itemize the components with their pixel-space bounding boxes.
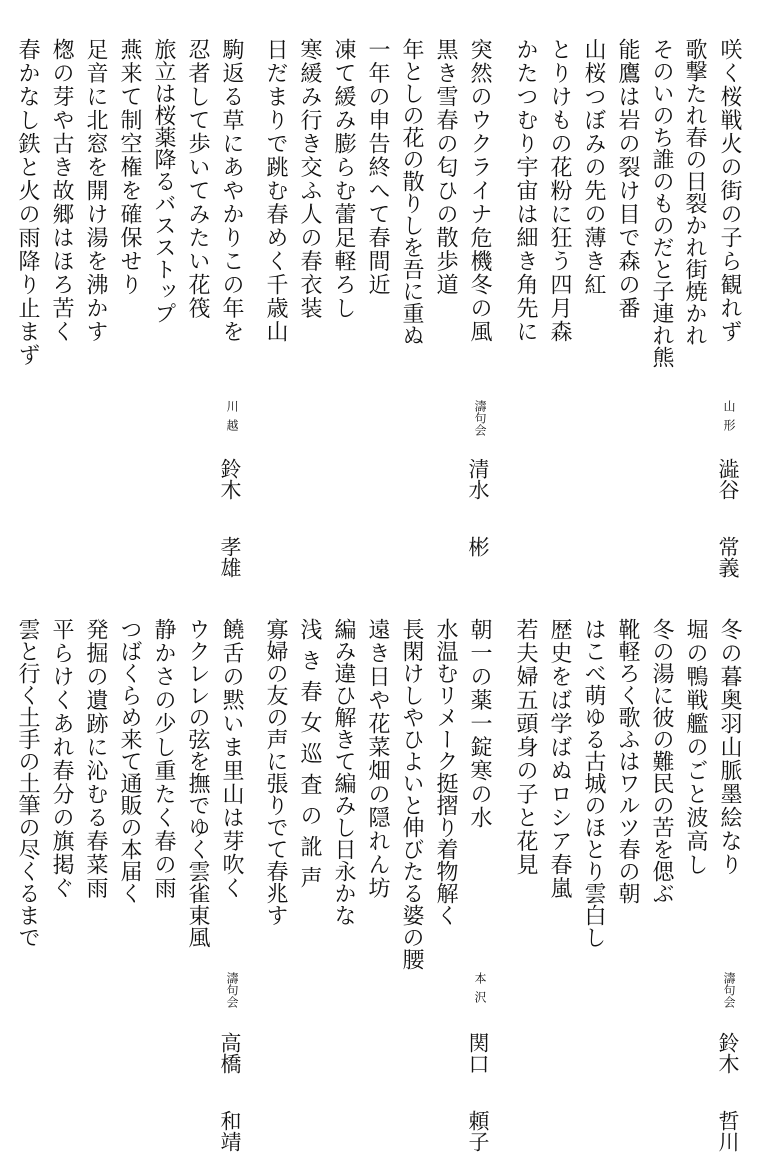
poem-line: 楤の芽や古き故郷はほろ苦く	[49, 38, 74, 344]
poem-line: 歌撃たれ春の日裂かれ街焼かれ	[682, 38, 707, 346]
poem-line: 靴軽ろく歌ふはワルツ春の朝	[615, 618, 640, 904]
poem-line: 雲と行く土手の土筆の尽くるまで	[15, 618, 40, 948]
poem-line: 冬の暮奥羽山脈墨絵なり	[717, 618, 742, 877]
author-name	[717, 1032, 738, 1152]
poem-line: 咲く桜戦火の街の子ら観れず	[717, 38, 742, 344]
poem-line: 日だまりで跳む春めく千歳山	[263, 38, 288, 344]
author-name	[219, 458, 240, 578]
poem-line: 春かなし鉄と火の雨降り止まず	[15, 38, 40, 367]
poem-line: 足音に北窓を開け湯を沸かす	[83, 38, 108, 344]
poem-line: 水温むリメーク挺摺り着物解く	[433, 618, 458, 926]
poem-line: とりけもの花粉に狂う四月森	[547, 38, 572, 344]
poem-line: 黒き雪春の匂ひの散歩道	[433, 38, 458, 297]
author-name	[219, 1032, 240, 1152]
top-section	[0, 0, 771, 580]
poem-line: 静かさの少し重たく春の雨	[151, 618, 176, 900]
poem-line: 発掘の遺跡に沁むる春菜雨	[83, 618, 108, 900]
poem-line: 忍者して歩いてみたい花筏	[185, 38, 210, 320]
poem-line: 浅き春女巡査の訛声	[297, 618, 322, 897]
poem-line: 山桜つぼみの先の薄き紅	[581, 38, 606, 297]
author-name	[717, 458, 738, 578]
author-family-name: 高橋	[218, 1032, 242, 1074]
author-given-name: 彬	[466, 536, 490, 557]
author-affiliation: 濤句会	[473, 400, 487, 436]
poem-line: 遠き日や花菜畑の隠れん坊	[365, 618, 390, 900]
poem-line: 若夫婦五頭身の子と花見	[513, 618, 538, 877]
bottom-section	[0, 580, 771, 1163]
poem-line: 年としの花の散りしを吾に重ぬ	[399, 38, 424, 346]
poem-line: 平らけくあれ春分の旗掲ぐ	[49, 618, 74, 900]
author-affiliation: 濤句会	[722, 972, 736, 1008]
poem-line: ウクレレの弦を撫でゆく雲雀東風	[185, 618, 210, 948]
author-given-name: 孝雄	[218, 536, 242, 578]
poem-line: 堀の鴨戦艦のごと波高し	[683, 618, 708, 877]
poem-line: つばくらめ来て通販の本届く	[117, 618, 142, 904]
poem-line: 能鷹は岩の裂け目で森の番	[615, 38, 640, 320]
author-name	[467, 458, 488, 557]
poem-line: 編み違ひ解きて編みし日永かな	[331, 618, 356, 926]
poem-line: はこべ萌ゆる古城のほとり雲白し	[581, 618, 606, 948]
poem-line: 朝一の薬一錠寒の水	[467, 618, 492, 830]
author-affiliation: 濤句会	[225, 972, 239, 1008]
author-family-name: 鈴木	[218, 458, 242, 500]
poem-line: 寡婦の友の声に張りでて春兆す	[263, 618, 288, 926]
poem-line: かたつむり宇宙は細き角先に	[513, 38, 538, 344]
author-given-name: 頼子	[466, 1110, 490, 1152]
author-affiliation: 川越	[225, 400, 239, 438]
poem-line: 駒返る草にあやかりこの年を	[219, 38, 244, 344]
author-given-name: 和靖	[218, 1110, 242, 1152]
poem-line: 饒舌の黙いま里山は芽吹く	[219, 618, 244, 900]
author-name	[467, 1032, 488, 1152]
poem-line: 一年の申告終へて春間近	[365, 38, 390, 297]
author-family-name: 鈴木	[716, 1032, 740, 1074]
poem-line: 冬の湯に彼の難民の苦を偲ぶ	[649, 618, 674, 904]
poem-line: 旅立は桜薬降るバスストップ	[151, 38, 176, 324]
author-family-name: 関口	[466, 1032, 490, 1074]
author-family-name: 澁谷	[716, 458, 740, 500]
author-given-name: 哲川	[716, 1110, 740, 1152]
author-affiliation: 本沢	[473, 972, 487, 1010]
poem-line: 歴史をば学ばぬロシア春嵐	[547, 618, 572, 900]
poem-line: 凍て緩み膨らむ蕾足軽ろし	[331, 38, 356, 320]
poem-line: そのいのち誰のものだと子連れ熊	[649, 38, 674, 368]
poem-line: 突然のウクライナ危機冬の風	[467, 38, 492, 344]
poem-line: 長閑けしやひよいと伸びたる婆の腰	[399, 618, 424, 970]
author-family-name: 清水	[466, 458, 490, 500]
poem-line: 寒緩み行き交ふ人の春衣装	[297, 38, 322, 320]
poem-line: 燕来て制空権を確保せり	[117, 38, 142, 297]
author-given-name: 常義	[716, 536, 740, 578]
author-affiliation: 山形	[722, 400, 736, 438]
